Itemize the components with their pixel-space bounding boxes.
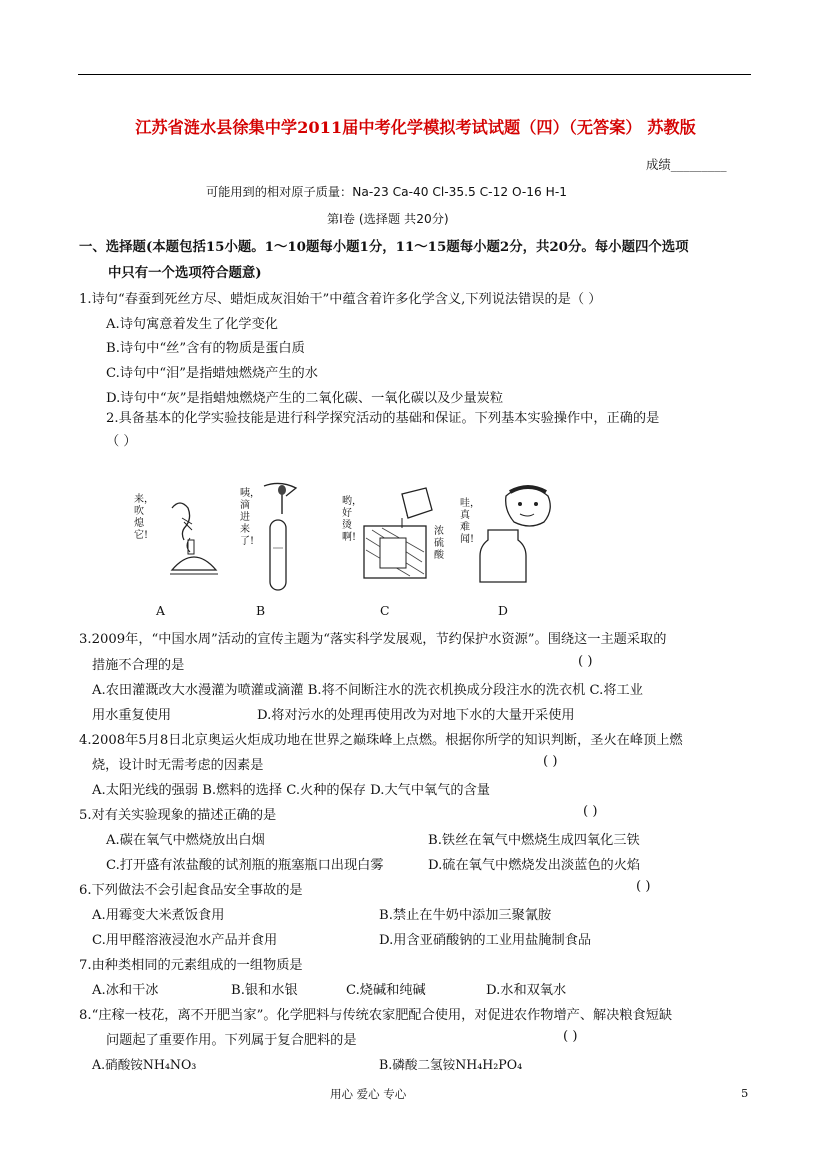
q1-option-d: D.诗句中“灰”是指蜡烛燃烧产生的二氧化碳、一氧化碳以及少量炭粒 <box>106 391 504 406</box>
q6-blank: ( ) <box>636 879 651 894</box>
q7-option-c: C.烧碱和纯碱 <box>346 983 426 998</box>
figure-d-caption: 哇，真难闻! <box>460 498 480 545</box>
figure-b-caption: 咦，滴进来了! <box>240 488 260 547</box>
q5-option-a: A.碳在氧气中燃烧放出白烟 <box>106 833 265 848</box>
q1-option-b: B.诗句中“丝”含有的物质是蛋白质 <box>106 341 305 356</box>
q5-option-d: D.硫在氧气中燃烧发出淡蓝色的火焰 <box>428 858 641 873</box>
q6-option-a: A.用霉变大米煮饭食用 <box>92 908 225 923</box>
q5-option-c: C.打开盛有浓盐酸的试剂瓶的瓶塞瓶口出现白雾 <box>106 858 384 873</box>
figure-a-caption: 来，吹熄它! <box>134 494 154 541</box>
q8-option-b: B.磷酸二氢铵NH₄H₂PO₄ <box>379 1057 523 1072</box>
figure-c <box>342 478 452 598</box>
q7-option-a: A.冰和干冰 <box>92 983 159 998</box>
q6-option-d: D.用含亚硝酸钠的工业用盐腌制食品 <box>379 933 592 948</box>
q8-option-a: A.硝酸铵NH₄NO₃ <box>92 1057 197 1072</box>
q1-option-c: C.诗句中“泪”是指蜡烛燃烧产生的水 <box>106 366 318 381</box>
volume-heading: 第Ⅰ卷 (选择题 共20分) <box>327 212 449 226</box>
header-rule <box>78 74 751 75</box>
q3-stem-line1: 3.2009年，“中国水周”活动的宣传主题为“落实科学发展观，节约保护水资源”。围绕这一主题采取的 <box>79 632 667 647</box>
q4-stem-line1: 4.2008年5月8日北京奥运火炬成功地在世界之巅珠峰上点燃。根据你所学的知识判断，圣火在峰顶上燃 <box>79 733 683 748</box>
q1-option-a: A.诗句寓意着发生了化学变化 <box>106 317 278 332</box>
q7-option-b: B.银和水银 <box>231 983 298 998</box>
q7-stem: 7.由种类相同的元素组成的一组物质是 <box>79 958 303 973</box>
q3-options-line1: A.农田灌溉改大水漫灌为喷灌或滴灌 B.将不间断注水的洗衣机换成分段注水的洗衣机 C.将工业 <box>92 683 643 698</box>
score-label: 成绩_________ <box>646 157 727 172</box>
q4-blank: ( ) <box>543 754 558 769</box>
section-heading-line2: 中只有一个选项符合题意) <box>108 265 262 281</box>
q1-stem: 1.诗句“春蚕到死丝方尽、蜡炬成灰泪始干”中蕴含着许多化学含义,下列说法错误的是（ ） <box>79 292 602 307</box>
figure-a-label: A <box>156 603 165 618</box>
figure-b <box>238 478 308 598</box>
figure-a <box>132 478 222 598</box>
figure-c-label: C <box>380 603 390 618</box>
q6-option-c: C.用甲醛溶液浸泡水产品并食用 <box>92 933 278 948</box>
dropper-testtube-icon <box>238 478 308 598</box>
q6-option-b: B.禁止在牛奶中添加三聚氰胺 <box>379 908 552 923</box>
q8-stem-line1: 8.“庄稼一枝花，离不开肥当家”。化学肥料与传统农家肥配合使用，对促进农作物增产、解决粮食短缺 <box>79 1008 673 1023</box>
q5-blank: ( ) <box>583 804 598 819</box>
q2-figures <box>120 478 560 618</box>
q2-stem: 2.具备基本的化学实验技能是进行科学探究活动的基础和保证。下列基本实验操作中，正确的是 <box>106 411 660 426</box>
q3-options-line2b: D.将对污水的处理再使用改为对地下水的大量开采使用 <box>257 708 575 723</box>
q7-option-d: D.水和双氧水 <box>486 983 567 998</box>
figure-d-label: D <box>498 603 508 618</box>
alcohol-lamp-icon <box>132 478 222 598</box>
q5-option-b: B.铁丝在氧气中燃烧生成四氧化三铁 <box>428 833 640 848</box>
figure-b-label: B <box>256 603 266 618</box>
footer-motto: 用心 爱心 专心 <box>330 1087 407 1101</box>
q3-stem-line2: 措施不合理的是 <box>92 658 185 673</box>
figure-c-acid-label: 浓硫酸 <box>434 526 444 561</box>
q6-stem: 6.下列做法不会引起食品安全事故的是 <box>79 883 303 898</box>
q3-options-line2a: 用水重复使用 <box>92 708 172 723</box>
section-heading-line1: 一、选择题(本题包括15小题。1～10题每小题1分，11～15题每小题2分，共20分。每小题四个选项 <box>79 239 689 255</box>
smelling-gas-icon <box>460 478 570 598</box>
q4-options: A.太阳光线的强弱 B.燃料的选择 C.火种的保存 D.大气中氧气的含量 <box>92 783 490 798</box>
atomic-masses: 可能用到的相对原子质量：Na-23 Ca-40 Cl-35.5 C-12 O-16 H-1 <box>206 185 567 199</box>
q3-blank: ( ) <box>578 654 593 669</box>
page-number: 5 <box>741 1086 749 1100</box>
beaker-pouring-icon <box>342 478 452 598</box>
q5-stem: 5.对有关实验现象的描述正确的是 <box>79 808 277 823</box>
q4-stem-line2: 烧，设计时无需考虑的因素是 <box>92 758 264 773</box>
q8-stem-line2: 问题起了重要作用。下列属于复合肥料的是 <box>106 1033 357 1048</box>
page-title: 江苏省涟水县徐集中学2011届中考化学模拟考试试题（四）（无答案） 苏教版 <box>135 118 696 137</box>
figure-c-caption: 哟，好烫啊! <box>342 496 362 543</box>
q8-blank: ( ) <box>563 1029 578 1044</box>
figure-d <box>460 478 570 598</box>
q2-blank: （ ） <box>106 434 137 449</box>
